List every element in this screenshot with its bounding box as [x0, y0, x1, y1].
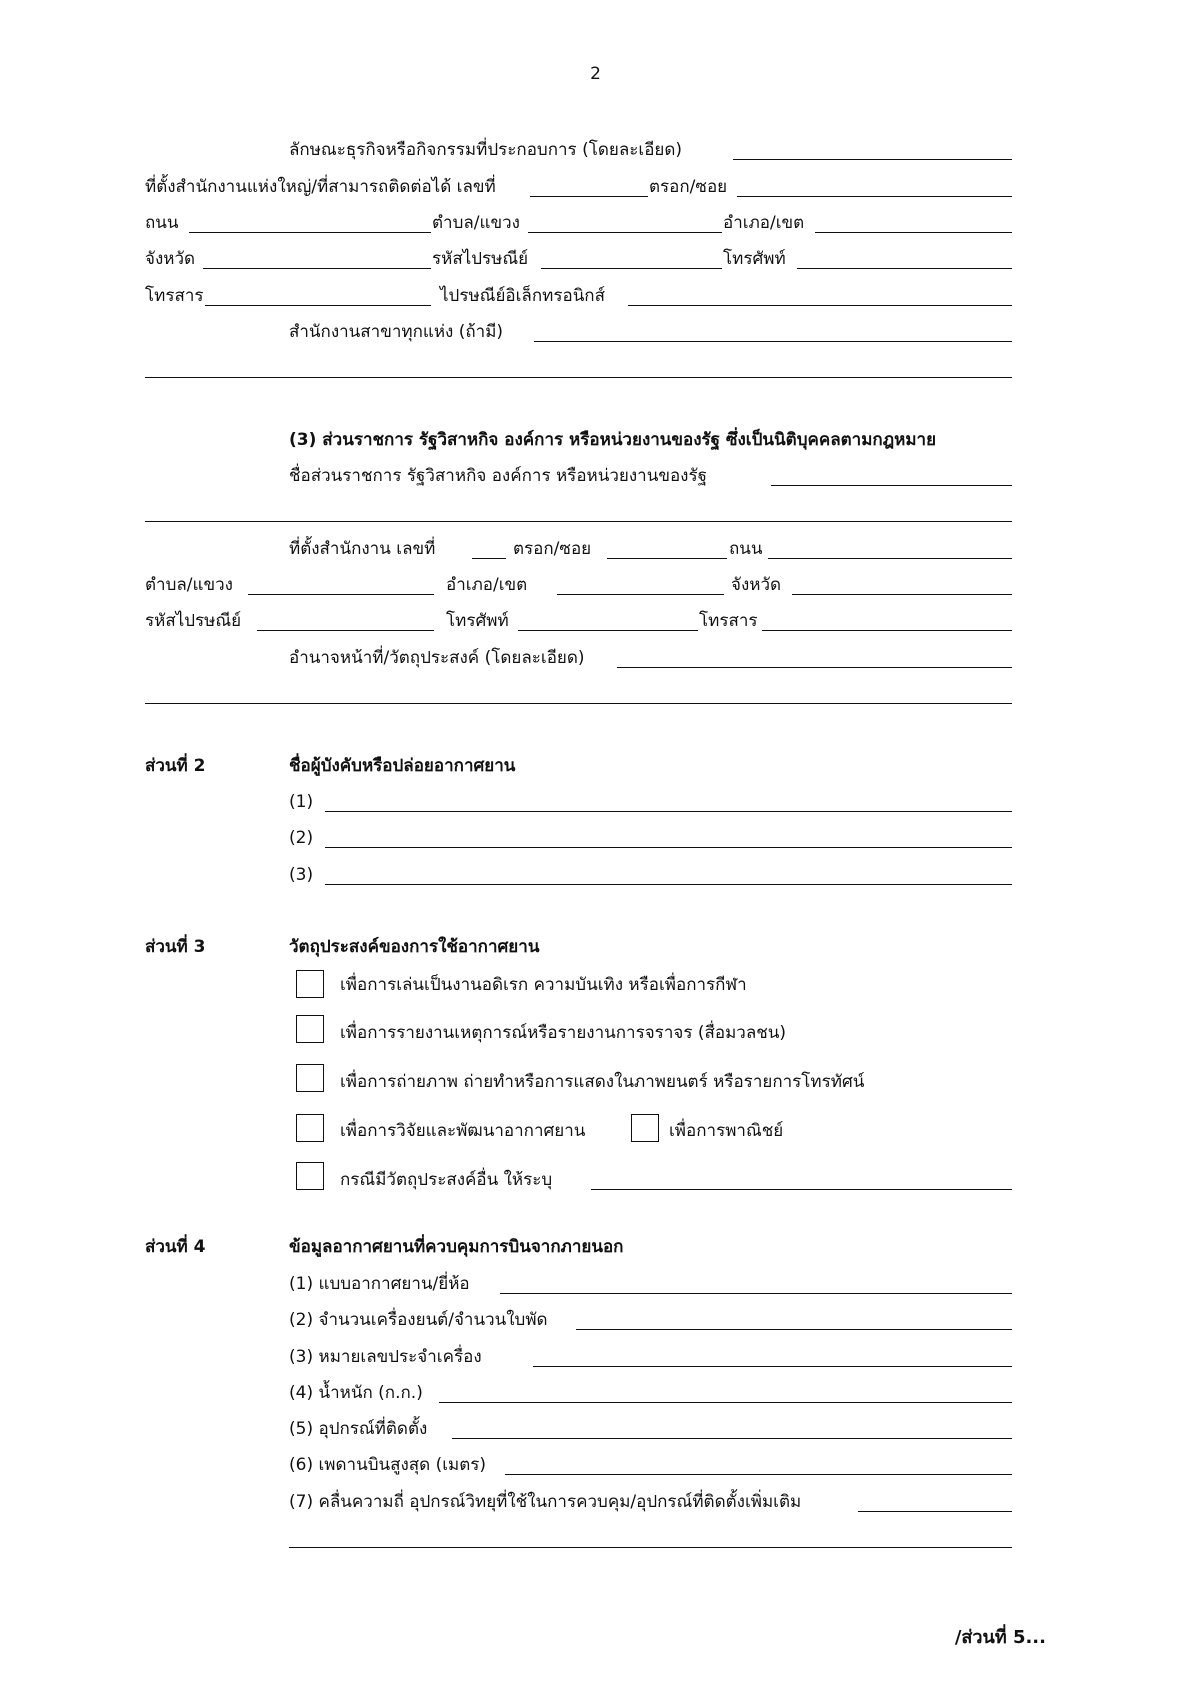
government-office-label: ที่ตั้งสำนักงาน เลขที่ — [289, 539, 436, 559]
business-district-field[interactable] — [815, 232, 1012, 233]
part3-heading-row — [0, 934, 1191, 960]
part3-title: วัตถุประสงค์ของการใช้อากาศยาน — [289, 937, 540, 957]
business-province-label: จังหวัด — [145, 249, 196, 269]
business-alley-label: ตรอก/ซอย — [649, 177, 728, 197]
business-branches-field[interactable] — [534, 341, 1012, 342]
business-postcode-field[interactable] — [541, 268, 722, 269]
part2-item-1-field[interactable] — [325, 811, 1012, 812]
part4-item-7-field-2[interactable] — [289, 1547, 1012, 1548]
government-authority-label: อำนาจหน้าที่/วัตถุประสงค์ (โดยละเอียด) — [289, 648, 585, 668]
part4-title: ข้อมูลอากาศยานที่ควบคุมการบินจากภายนอก — [289, 1237, 624, 1257]
business-activity-label: ลักษณะธุรกิจหรือกิจกรรมที่ประกอบการ (โดยละเอียด) — [289, 140, 683, 160]
part4-item-2-row — [0, 1307, 1191, 1333]
part4-item-5-field[interactable] — [452, 1438, 1012, 1439]
part4-item-6-label: (6) เพดานบินสูงสุด (เมตร) — [289, 1455, 487, 1475]
part2-item-2-label: (2) — [289, 828, 314, 848]
government-province-field[interactable] — [792, 594, 1012, 595]
business-postcode-label: รหัสไปรษณีย์ — [432, 249, 529, 269]
government-office-number-field[interactable] — [472, 558, 506, 559]
government-fax-field[interactable] — [762, 630, 1012, 631]
government-province-label: จังหวัด — [731, 575, 782, 595]
business-hq-label: ที่ตั้งสำนักงานแห่งใหญ่/ที่สามารถติดต่อได้ เลขที่ — [145, 177, 496, 197]
government-alley-field[interactable] — [607, 558, 727, 559]
business-subdistrict-label: ตำบล/แขวง — [432, 213, 520, 233]
government-subdistrict-row — [0, 572, 1191, 598]
business-province-row — [0, 246, 1191, 272]
government-district-label: อำเภอ/เขต — [446, 575, 528, 595]
government-road-field[interactable] — [768, 558, 1012, 559]
business-road-field[interactable] — [189, 232, 431, 233]
part3-option-2-row — [0, 1020, 1191, 1046]
business-district-label: อำเภอ/เขต — [723, 213, 805, 233]
part4-item-4-row — [0, 1380, 1191, 1406]
business-subdistrict-field[interactable] — [528, 232, 722, 233]
part4-item-5-label: (5) อุปกรณ์ที่ติดตั้ง — [289, 1419, 428, 1439]
government-phone-label: โทรศัพท์ — [446, 611, 509, 631]
part2-item-1-row — [0, 789, 1191, 815]
government-authority-field-2[interactable] — [145, 703, 1012, 704]
part2-heading-row — [0, 753, 1191, 779]
part3-option-5-label: เพื่อการพาณิชย์ — [669, 1121, 784, 1141]
government-authority-field[interactable] — [617, 667, 1012, 668]
part3-option-3-row — [0, 1069, 1191, 1095]
part2-title: ชื่อผู้บังคับหรือปล่อยอากาศยาน — [289, 756, 516, 776]
business-branches-row — [0, 319, 1191, 345]
government-authority-row — [0, 645, 1191, 671]
part4-item-7-row — [0, 1489, 1191, 1515]
business-hq-row — [0, 174, 1191, 200]
part3-option-4-label: เพื่อการวิจัยและพัฒนาอากาศยาน — [340, 1121, 586, 1141]
part3-option-1-row — [0, 972, 1191, 998]
business-province-field[interactable] — [203, 268, 431, 269]
government-phone-field[interactable] — [518, 630, 698, 631]
government-postcode-row — [0, 608, 1191, 634]
part3-option-6-field[interactable] — [591, 1189, 1012, 1190]
business-road-row — [0, 210, 1191, 236]
part4-item-4-field[interactable] — [439, 1402, 1012, 1403]
business-branches-label: สำนักงานสาขาทุกแห่ง (ถ้ามี) — [289, 322, 504, 342]
government-heading-row — [0, 427, 1191, 453]
business-email-label: ไปรษณีย์อิเล็กทรอนิกส์ — [440, 286, 605, 306]
government-office-row — [0, 536, 1191, 562]
government-name-field-2[interactable] — [145, 521, 1012, 522]
part3-option-6-row — [0, 1167, 1191, 1193]
business-fax-row — [0, 283, 1191, 309]
part3-label: ส่วนที่ 3 — [145, 937, 206, 957]
part4-item-7-field[interactable] — [858, 1511, 1012, 1512]
part2-item-3-label: (3) — [289, 865, 314, 885]
part4-item-2-label: (2) จำนวนเครื่องยนต์/จำนวนใบพัด — [289, 1310, 548, 1330]
next-page-indicator: /ส่วนที่ 5... — [954, 1627, 1046, 1648]
business-activity-row — [0, 137, 1191, 163]
government-subdistrict-field[interactable] — [248, 594, 434, 595]
part4-item-7-row-2 — [0, 1525, 1191, 1551]
page-number: 2 — [590, 64, 601, 84]
part4-item-2-field[interactable] — [576, 1329, 1012, 1330]
business-road-label: ถนน — [145, 213, 179, 233]
business-activity-field[interactable] — [733, 159, 1012, 160]
business-phone-field[interactable] — [797, 268, 1012, 269]
part4-label: ส่วนที่ 4 — [145, 1237, 206, 1257]
government-fax-label: โทรสาร — [699, 611, 758, 631]
part4-item-1-field[interactable] — [500, 1293, 1012, 1294]
part2-item-2-row — [0, 825, 1191, 851]
business-fax-label: โทรสาร — [145, 286, 204, 306]
government-name-label: ชื่อส่วนราชการ รัฐวิสาหกิจ องค์การ หรือหน่วยงานของรัฐ — [289, 466, 707, 486]
part2-item-2-field[interactable] — [325, 847, 1012, 848]
part3-option-3-label: เพื่อการถ่ายภาพ ถ่ายทำหรือการแสดงในภาพยนตร์ หรือรายการโทรทัศน์ — [340, 1072, 865, 1092]
business-alley-field[interactable] — [737, 196, 1012, 197]
business-email-field[interactable] — [628, 305, 1012, 306]
government-subdistrict-label: ตำบล/แขวง — [145, 575, 233, 595]
part4-item-1-label: (1) แบบอากาศยาน/ยี่ห้อ — [289, 1274, 470, 1294]
business-fax-field[interactable] — [205, 305, 431, 306]
government-road-label: ถนน — [729, 539, 763, 559]
part4-item-7-label: (7) คลื่นความถี่ อุปกรณ์วิทยุที่ใช้ในการควบคุม/อุปกรณ์ที่ติดตั้งเพิ่มเติม — [289, 1492, 802, 1512]
part3-option-6-label: กรณีมีวัตถุประสงค์อื่น ให้ระบุ — [340, 1170, 553, 1190]
part4-heading-row — [0, 1234, 1191, 1260]
part2-item-3-row — [0, 862, 1191, 888]
government-name-field[interactable] — [771, 485, 1012, 486]
government-heading: (3) ส่วนราชการ รัฐวิสาหกิจ องค์การ หรือหน่วยงานของรัฐ ซึ่งเป็นนิติบุคคลตามกฎหมาย — [289, 430, 937, 450]
business-hq-number-field[interactable] — [530, 196, 648, 197]
part2-label: ส่วนที่ 2 — [145, 756, 206, 776]
government-alley-label: ตรอก/ซอย — [513, 539, 592, 559]
government-name-row-2 — [0, 499, 1191, 525]
government-postcode-field[interactable] — [257, 630, 434, 631]
part4-item-6-field[interactable] — [505, 1474, 1012, 1475]
part4-item-6-row — [0, 1452, 1191, 1478]
part4-item-5-row — [0, 1416, 1191, 1442]
business-branches-field-2[interactable] — [145, 377, 1012, 378]
part4-item-3-label: (3) หมายเลขประจำเครื่อง — [289, 1347, 482, 1367]
part4-item-1-row — [0, 1271, 1191, 1297]
government-district-field[interactable] — [557, 594, 724, 595]
part2-item-3-field[interactable] — [325, 884, 1012, 885]
government-postcode-label: รหัสไปรษณีย์ — [145, 611, 242, 631]
government-authority-row-2 — [0, 681, 1191, 707]
part4-item-4-label: (4) น้ำหนัก (ก.ก.) — [289, 1383, 423, 1403]
business-branches-row-2 — [0, 355, 1191, 381]
part4-item-3-row — [0, 1344, 1191, 1370]
part2-item-1-label: (1) — [289, 792, 314, 812]
part3-option-5-row — [0, 1118, 1191, 1144]
government-name-row — [0, 463, 1191, 489]
business-phone-label: โทรศัพท์ — [723, 249, 786, 269]
part4-item-3-field[interactable] — [533, 1366, 1012, 1367]
part3-option-1-label: เพื่อการเล่นเป็นงานอดิเรก ความบันเทิง หรือเพื่อการกีฬา — [340, 975, 747, 995]
part3-option-2-label: เพื่อการรายงานเหตุการณ์หรือรายงานการจราจร (สื่อมวลชน) — [340, 1023, 787, 1043]
